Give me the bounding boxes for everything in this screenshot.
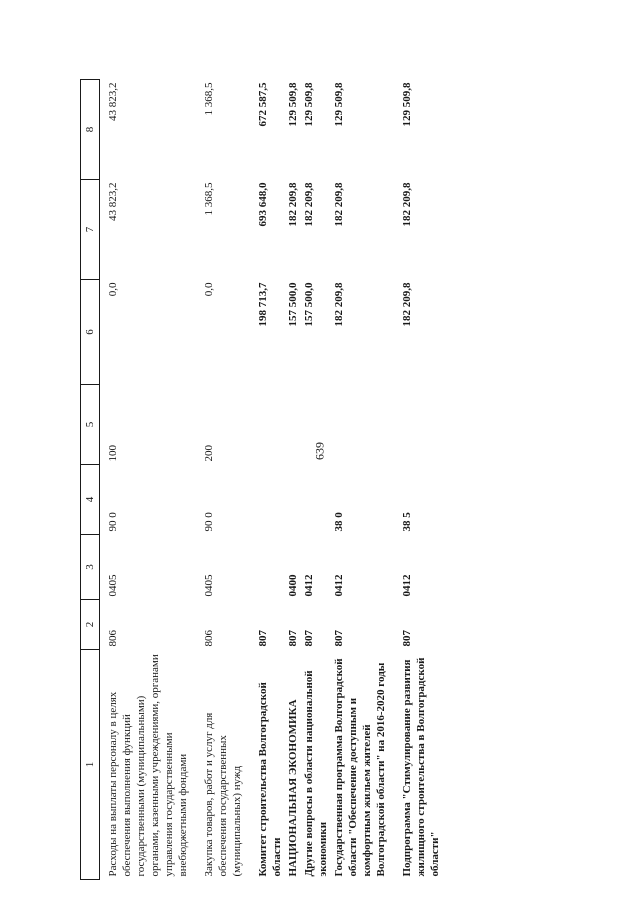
row-name-cell: Комитет строительства Волгоградской области <box>257 682 283 877</box>
amount-cell-col6: 0,0 <box>203 282 215 297</box>
amount-cell-col7: 43 823,2 <box>107 182 119 221</box>
row-name-cell: Государственная программа Волгоградской области "Обеспечение доступным и комфортным жильем жителей Волгоградской области" на 2016-2020 годы <box>333 658 387 877</box>
table-row <box>300 80 330 880</box>
table-row <box>200 80 244 880</box>
section-code-cell: 0400 <box>287 574 299 597</box>
section-code-cell: 0405 <box>107 574 119 597</box>
page-number: 639 <box>312 442 327 460</box>
program-code-cell <box>300 465 330 535</box>
section-code-cell: 0412 <box>401 574 413 597</box>
row-name-cell: Другие вопросы в области национальной экономики <box>303 670 329 877</box>
ministry-code-cell: 807 <box>401 630 413 647</box>
program-code-cell: 38 0 <box>333 512 345 532</box>
expense-type-cell <box>300 385 330 465</box>
expense-type-cell <box>330 385 388 465</box>
expense-type-cell <box>398 385 442 465</box>
column-header: 2 <box>81 600 100 650</box>
expense-type-cell <box>284 385 300 465</box>
column-header: 5 <box>81 385 100 465</box>
amount-cell-col8: 129 509,8 <box>287 82 299 127</box>
program-code-cell <box>254 465 284 535</box>
amount-cell-col6: 0,0 <box>107 282 119 297</box>
amount-cell-col6: 182 209,8 <box>333 282 345 327</box>
amount-cell-col8: 1 368,5 <box>203 82 215 116</box>
amount-cell-col7: 182 209,8 <box>287 182 299 227</box>
table-row <box>330 80 388 880</box>
expense-type-cell <box>254 385 284 465</box>
amount-cell-col7: 182 209,8 <box>333 182 345 227</box>
amount-cell-col8: 43 823,2 <box>107 82 119 121</box>
row-spacer <box>190 80 200 880</box>
table-row <box>398 80 442 880</box>
program-code-cell: 38 5 <box>401 512 413 532</box>
ministry-code-cell: 807 <box>257 630 269 647</box>
ministry-code-cell: 806 <box>203 630 215 647</box>
program-code-cell: 90 0 <box>107 512 119 532</box>
row-name-cell: НАЦИОНАЛЬНАЯ ЭКОНОМИКА <box>287 699 299 877</box>
column-header: 1 <box>81 650 100 880</box>
amount-cell-col6: 198 713,7 <box>257 282 269 327</box>
ministry-code-cell: 806 <box>107 630 119 647</box>
ministry-code-cell: 807 <box>287 630 299 647</box>
table-row <box>254 80 284 880</box>
amount-cell-col6: 157 500,0 <box>287 282 299 327</box>
column-header: 8 <box>81 80 100 180</box>
amount-cell-col7: 693 648,0 <box>257 182 269 227</box>
row-name-cell: Закупка товаров, работ и услуг для обеспечения государственных (муниципальных) нужд <box>203 712 243 877</box>
expense-type-cell: 200 <box>203 445 215 462</box>
row-name-cell: Расходы на выплаты персоналу в целях обеспечения выполнения функций государственными (муниципальными) органами, казенными учреждениями, органами управления государственными внебюджетными фондами <box>107 654 189 877</box>
table-row <box>100 80 191 880</box>
ministry-code-cell: 807 <box>333 630 345 647</box>
section-code-cell: 0412 <box>303 574 315 597</box>
section-code-cell: 0405 <box>203 574 215 597</box>
amount-cell-col7: 182 209,8 <box>303 182 315 227</box>
column-header: 6 <box>81 280 100 385</box>
row-name-cell: Подпрограмма "Стимулирование развития жилищного строительства в Волгоградской области" <box>401 657 441 877</box>
amount-cell-col8: 129 509,8 <box>303 82 315 127</box>
table-header-row <box>81 80 100 880</box>
amount-cell-col6: 182 209,8 <box>401 282 413 327</box>
amount-cell-col7: 1 368,5 <box>203 182 215 216</box>
column-header: 4 <box>81 465 100 535</box>
rotated-table-container <box>80 80 600 880</box>
column-header: 3 <box>81 535 100 600</box>
section-code-cell <box>254 535 284 600</box>
ministry-code-cell: 807 <box>303 630 315 647</box>
budget-table <box>80 79 442 880</box>
program-code-cell: 90 0 <box>203 512 215 532</box>
row-spacer <box>244 80 254 880</box>
amount-cell-col8: 672 587,5 <box>257 82 269 127</box>
amount-cell-col8: 129 509,8 <box>401 82 413 127</box>
table-row <box>284 80 300 880</box>
amount-cell-col6: 157 500,0 <box>303 282 315 327</box>
section-code-cell: 0412 <box>333 574 345 597</box>
row-spacer <box>388 80 398 880</box>
column-header: 7 <box>81 180 100 280</box>
program-code-cell <box>284 465 300 535</box>
expense-type-cell: 100 <box>107 445 119 462</box>
amount-cell-col7: 182 209,8 <box>401 182 413 227</box>
amount-cell-col8: 129 509,8 <box>333 82 345 127</box>
